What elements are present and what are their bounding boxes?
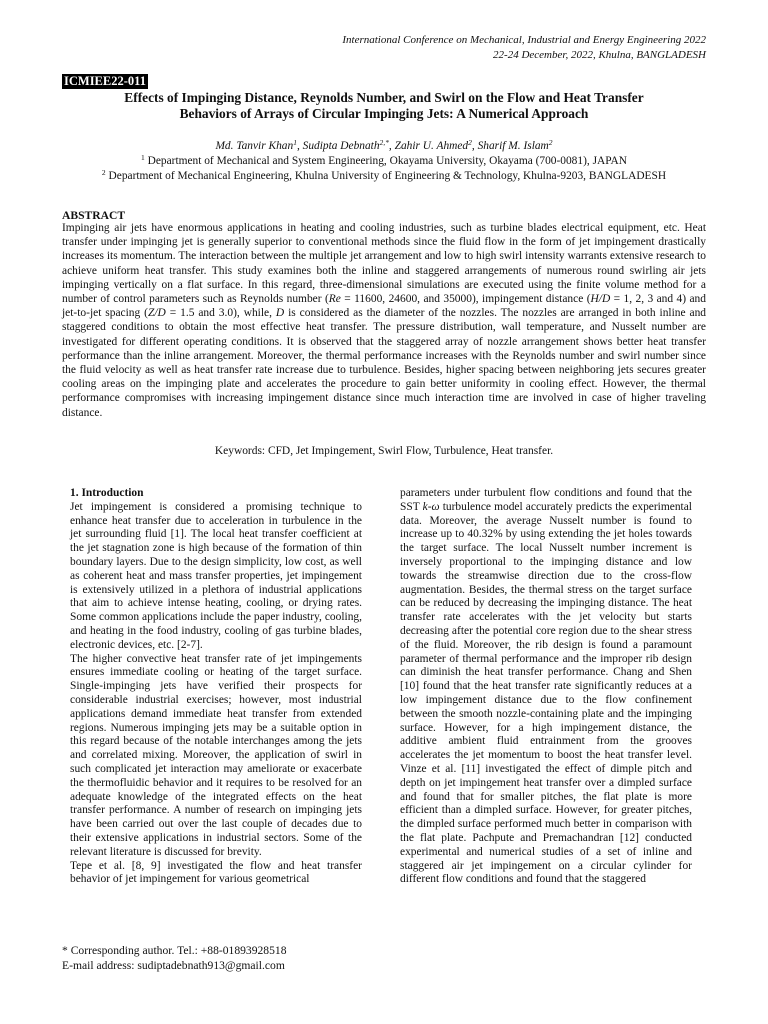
symbol-hd: H/D (590, 293, 611, 306)
affiliation-1-text: Department of Mechanical and System Engineering, Okayama University, Okayama (700-0081), JAPAN (147, 155, 627, 167)
author-sep: , (296, 140, 303, 152)
abstract-part: = 11600, 24600, and 35000), impingement distance ( (340, 293, 591, 306)
conference-name: International Conference on Mechanical, Industrial and Energy Engineering 2022 (342, 34, 706, 46)
affiliation-1-mark: 1 (141, 153, 145, 162)
abstract-text (62, 221, 706, 420)
left-column (70, 487, 362, 887)
author-sep: , (388, 140, 395, 152)
symbol-re: Re (328, 293, 341, 306)
author-4-affil: 2 (548, 138, 553, 147)
symbol-k-omega: k-ω (422, 500, 440, 513)
intro-paragraph-1: Jet impingement is considered a promising technique to enhance heat transfer due to acceleration in turbulence in the jet surrounding fluid [1]. The local heat transfer coefficient at the jet stagnation zone is high because of the formation of thin boundary layers. Due to the design simplicity, low cost, as well as coherent heat and mass transfer properties, jet impingement is extensively utilized in a plethora of industrial applications that aim to achieve intense heating, cooling, or drying rates. Some common applications include the paper industry, cooling, and heating in the food industry, cooling of gas turbine blades, electronic devices, etc. [2-7]. (70, 500, 362, 651)
keywords-line: Keywords: CFD, Jet Impingement, Swirl Flow, Turbulence, Heat transfer. (214, 445, 554, 457)
intro-part: parameters under turbulent flow conditions and found that the SST (400, 487, 692, 513)
affiliation-2-mark: 2 (101, 168, 106, 177)
abstract-part: Impinging air jets have enormous applications in heating and cooling industries, such as turbine blades electrical equipment, etc. Heat transfer under impinging jet is generally superior to conventional methods since the fluid flow in the form of jet impingement drastically increases its momentum. The interaction between the multiple jet arrangement and low to high swirl intensity warrants extensive research to achieve uniform heat transfer. This study examines both the inline and staggered arrangements of numerous round swirling air jets impinging vertically on a flat surface. In this regard, three-dimensional simulations are executed using the finite volume method for a number of control parameters such as Reynolds number ( (62, 222, 706, 306)
author-1-affil: 1 (293, 138, 297, 147)
paper-id-badge: ICMIEE22-011 (64, 74, 146, 88)
symbol-zd: Z/D (148, 307, 166, 320)
author-3: Zahir U. Ahmed (394, 140, 469, 152)
intro-paragraph-3: Tepe et al. [8, 9] investigated the flow and heat transfer behavior of jet impingement for various geometrical (70, 859, 362, 886)
abstract-heading: ABSTRACT (62, 209, 126, 222)
conference-dates: 22-24 December, 2022, Khulna, BANGLADESH (493, 49, 706, 61)
introduction-heading: 1. Introduction (70, 487, 144, 499)
conference-header (342, 33, 706, 63)
author-list (62, 139, 706, 154)
author-2-affil: 2,* (379, 138, 389, 147)
author-4: Sharif M. Islam (477, 140, 549, 152)
intro-paragraph-2: The higher convective heat transfer rate of jet impingements ensures immediate cooling or heating of the target surface. Single-impinging jets have verified their prospects for considerable industrial exercises; however, most industrial applications demand immediate heat transfer from extended regions. Numerous impinging jets may be a suitable option in this regard because of the notable interchanges among the jets and correlated mixing. Moreover, the application of swirl in such complicated jet interaction may ameliorate or exacerbate the thermofluidic behavior and it requires to be resolved for an adequate knowledge of the integrated effects on the heat transfer performance. A number of research on impinging jets have been carried out over the last couple of decades due to their extensive applications in industrial sectors. Some of the relevant literature is discussed for brevity. (70, 652, 362, 858)
affiliation-1 (62, 154, 706, 169)
corresponding-author-footnote (62, 943, 287, 973)
author-2: Sudipta Debnath (302, 140, 380, 152)
author-block (62, 139, 706, 184)
paper-title (62, 90, 706, 122)
intro-paragraph-continued (400, 487, 692, 887)
abstract-part: = 1, 2, 3 and 4) and jet-to-jet spacing ( (62, 293, 706, 320)
author-sep: , (471, 140, 478, 152)
title-line-1: Effects of Impinging Distance, Reynolds Number, and Swirl on the Flow and Heat Transfer (124, 90, 644, 105)
right-column (400, 487, 692, 887)
abstract-part: is considered as the diameter of the nozzles. The nozzles are arranged in both inline and staggered conditions to obtain the most effective heat transfer. The pressure distribution, wall temperature, and Nusselt number are investigated for different operating conditions. It is observed that the staggered array of nozzle arrangement shows better heat transfer performance than the inline arrangement. Moreover, the thermal performance increases with the Reynolds number and swirl number since the fluid velocity as well as heat transfer rate increase due to turbulence. Besides, higher spacing between neighboring jets secures greater cooling areas on the impinging plate and accelerates the procedure to gain better uniformity in cooling effect. However, the thermal performance compromises with increasing impingement distance since much interaction time are involved in case of higher traveling distance. (62, 307, 707, 419)
affiliation-2 (62, 169, 706, 184)
symbol-d: D (275, 307, 285, 320)
author-1: Md. Tanvir Khan (215, 140, 294, 152)
title-line-2: Behaviors of Arrays of Circular Impinging Jets: A Numerical Approach (179, 106, 589, 121)
footnote-email: E-mail address: sudiptadebnath913@gmail.com (62, 959, 285, 972)
intro-part: turbulence model accurately predicts the experimental data. Moreover, the average Nusselt number is found to increase up to 40.32% by using extending the jet holes towards the target surface. The local Nusselt number increment is inversely proportional to the impinging distance and low towards the streamwise direction due to the cross-flow augmentation. Besides, the thermal stress on the target surface can be reduced by decreasing the impinging distance. The heat transfer rate accelerates with the jet velocity but starts decreasing after the potential core region due to the shear stress of the fluid. Moreover, the rib design is found a paramount parameter of thermal performance and the improper rib design can diminish the heat transfer performance. Chang and Shen [10] found that the heat transfer rate significantly reduces at a low impingement distance due to the flow confinement between the smooth nozzle-containing plate and the impinging surface. However, for a high impingement distance, the additive ambient fluid entrainment from the grooves accelerates the jet momentum to boost the heat transfer level. Vinze et al. [11] investigated the effect of dimple pitch and depth on jet impingement heat transfer over a dimpled surface and found that for smaller pitches, the flat plate is more efficient than a dimpled surface. However, for greater pitches, the dimpled surface performed much better in comparison with the flat plate. Pachpute and Premachandran [12] conducted experimental and numerical studies of a set of inline and staggered air jet impingement on a circular cylinder for different flow conditions and found that the staggered (400, 500, 692, 886)
abstract-part: = 1.5 and 3.0), while, (165, 307, 276, 320)
author-3-affil: 2 (468, 138, 472, 147)
footnote-phone: * Corresponding author. Tel.: +88-01893928518 (62, 944, 287, 957)
affiliation-2-text: Department of Mechanical Engineering, Khulna University of Engineering & Technology, Khulna-9203, BANGLADESH (108, 170, 667, 182)
